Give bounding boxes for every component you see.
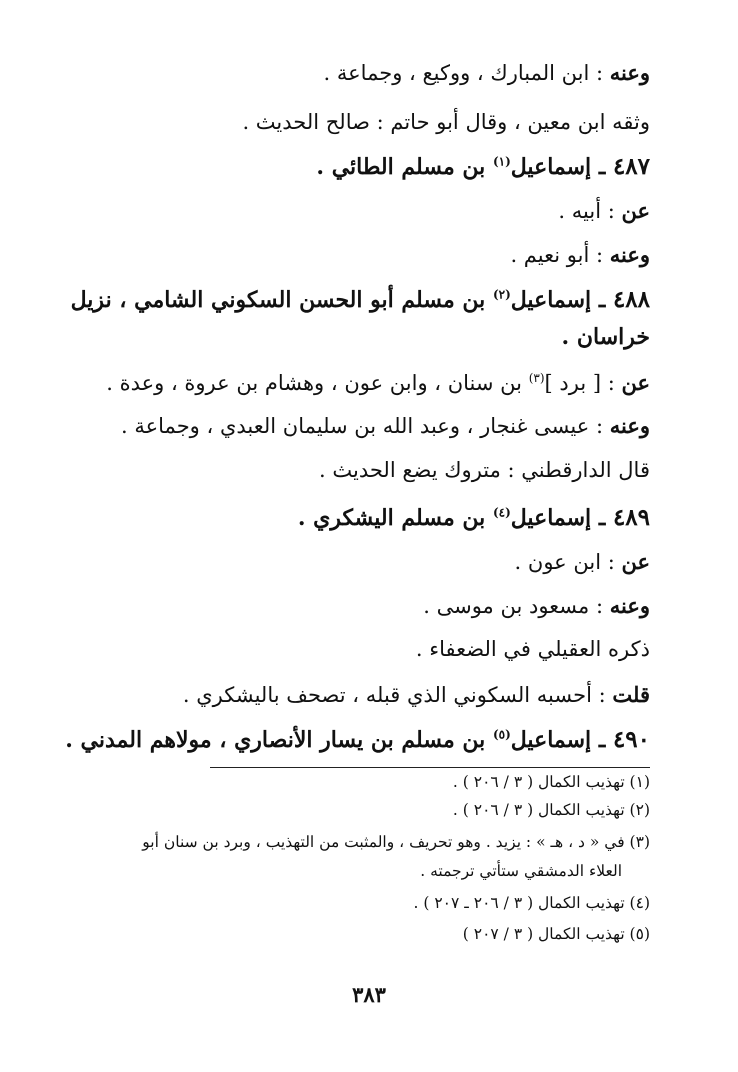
entry-line-narrators-from [324,58,650,88]
footnote-1 [453,771,650,793]
footnote-separator [210,767,650,768]
line-text: : أحسبه السكوني الذي قبله ، تصحف باليشكري . [182,683,613,707]
label-qultu: قلت [612,682,650,707]
line-text: بن سنان ، وابن عون ، وهشام بن عروة ، وعدة . [106,371,529,395]
entry-line-narrators-from [121,411,650,441]
entry-line-from [515,547,650,577]
footnote-marker: (٢) [492,287,511,302]
entry-name-rest: بن مسلم أبو الحسن السكوني الشامي ، نزيل [70,287,493,313]
entry-heading-488-continuation [562,322,650,352]
line-text: : مسعود بن موسى . [423,594,610,618]
footnote-2 [453,799,650,821]
footnote-3-continuation [420,860,622,882]
entry-name-rest: بن مسلم بن يسار الأنصاري ، مولاهم المدني . [65,727,493,753]
footnote-text: (٢) تهذيب الكمال ( ٣ / ٢٠٦ ) . [452,801,650,819]
line-text: : [ برد ] [544,371,622,395]
footnote-marker: (٤) [492,505,511,520]
line-text: : أبيه . [558,199,622,223]
page-number: ٣٨٣ [352,982,386,1007]
entry-name-rest: خراسان . [561,324,650,350]
label-an: عن [621,370,650,395]
entry-name: ـ إسماعيل [510,505,613,531]
line-text: : ابن عون . [514,550,622,574]
footnote-text: (١) تهذيب الكمال ( ٣ / ٢٠٦ ) . [452,773,650,791]
entry-heading-487 [316,152,650,182]
footnote-5 [463,923,650,945]
footnote-text: (٣) في « د ، هـ » : يزيد . وهو تحريف ، والمثبت من التهذيب ، وبرد بن سنان أبو [142,833,650,851]
entry-number: ٤٨٧ [612,153,650,180]
entry-line-from [558,196,650,226]
label-wa-anhu: وعنه [609,242,650,267]
line-text: : ابن المبارك ، ووكيع ، وجماعة . [323,61,610,85]
entry-name-rest: بن مسلم الطائي . [316,154,493,180]
entry-name: ـ إسماعيل [510,287,613,313]
entry-number: ٤٩٠ [612,726,650,753]
line-text: : أبو نعيم . [510,243,610,267]
footnote-4 [414,892,650,914]
entry-name: ـ إسماعيل [510,154,613,180]
footnote-text: العلاء الدمشقي ستأتي ترجمته . [420,862,622,880]
label-an: عن [621,198,650,223]
label-wa-anhu: وعنه [609,60,650,85]
entry-heading-488 [71,285,650,315]
entry-number: ٤٨٩ [612,504,650,531]
entry-line-narrators-from [510,240,650,270]
entry-number: ٤٨٨ [612,286,650,313]
footnote-marker: (٣) [528,371,545,385]
entry-line-grading [242,107,650,137]
entry-line-note [416,634,650,664]
entry-name: ـ إسماعيل [510,727,613,753]
footnote-3 [142,831,650,853]
label-wa-anhu: وعنه [609,413,650,438]
line-text: ذكره العقيلي في الضعفاء . [415,637,650,661]
entry-heading-490 [65,725,650,755]
entry-heading-489 [298,503,650,533]
line-text: وثقه ابن معين ، وقال أبو حاتم : صالح الحديث . [242,110,650,134]
entry-line-grading [319,455,650,485]
line-text: : عيسى غنجار ، وعبد الله بن سليمان العبدي ، وجماعة . [121,414,610,438]
footnote-text: (٥) تهذيب الكمال ( ٣ / ٢٠٧ ) [462,925,650,943]
entry-name-rest: بن مسلم اليشكري . [297,505,493,531]
label-an: عن [621,549,650,574]
line-text: قال الدارقطني : متروك يضع الحديث . [319,458,650,482]
footnote-text: (٤) تهذيب الكمال ( ٣ / ٢٠٦ ـ ٢٠٧ ) . [413,894,650,912]
entry-line-from [106,368,650,398]
entry-line-comment [183,680,650,710]
footnote-marker: (١) [492,154,511,169]
label-wa-anhu: وعنه [609,593,650,618]
footnote-marker: (٥) [492,727,511,742]
entry-line-narrators-from [423,591,650,621]
